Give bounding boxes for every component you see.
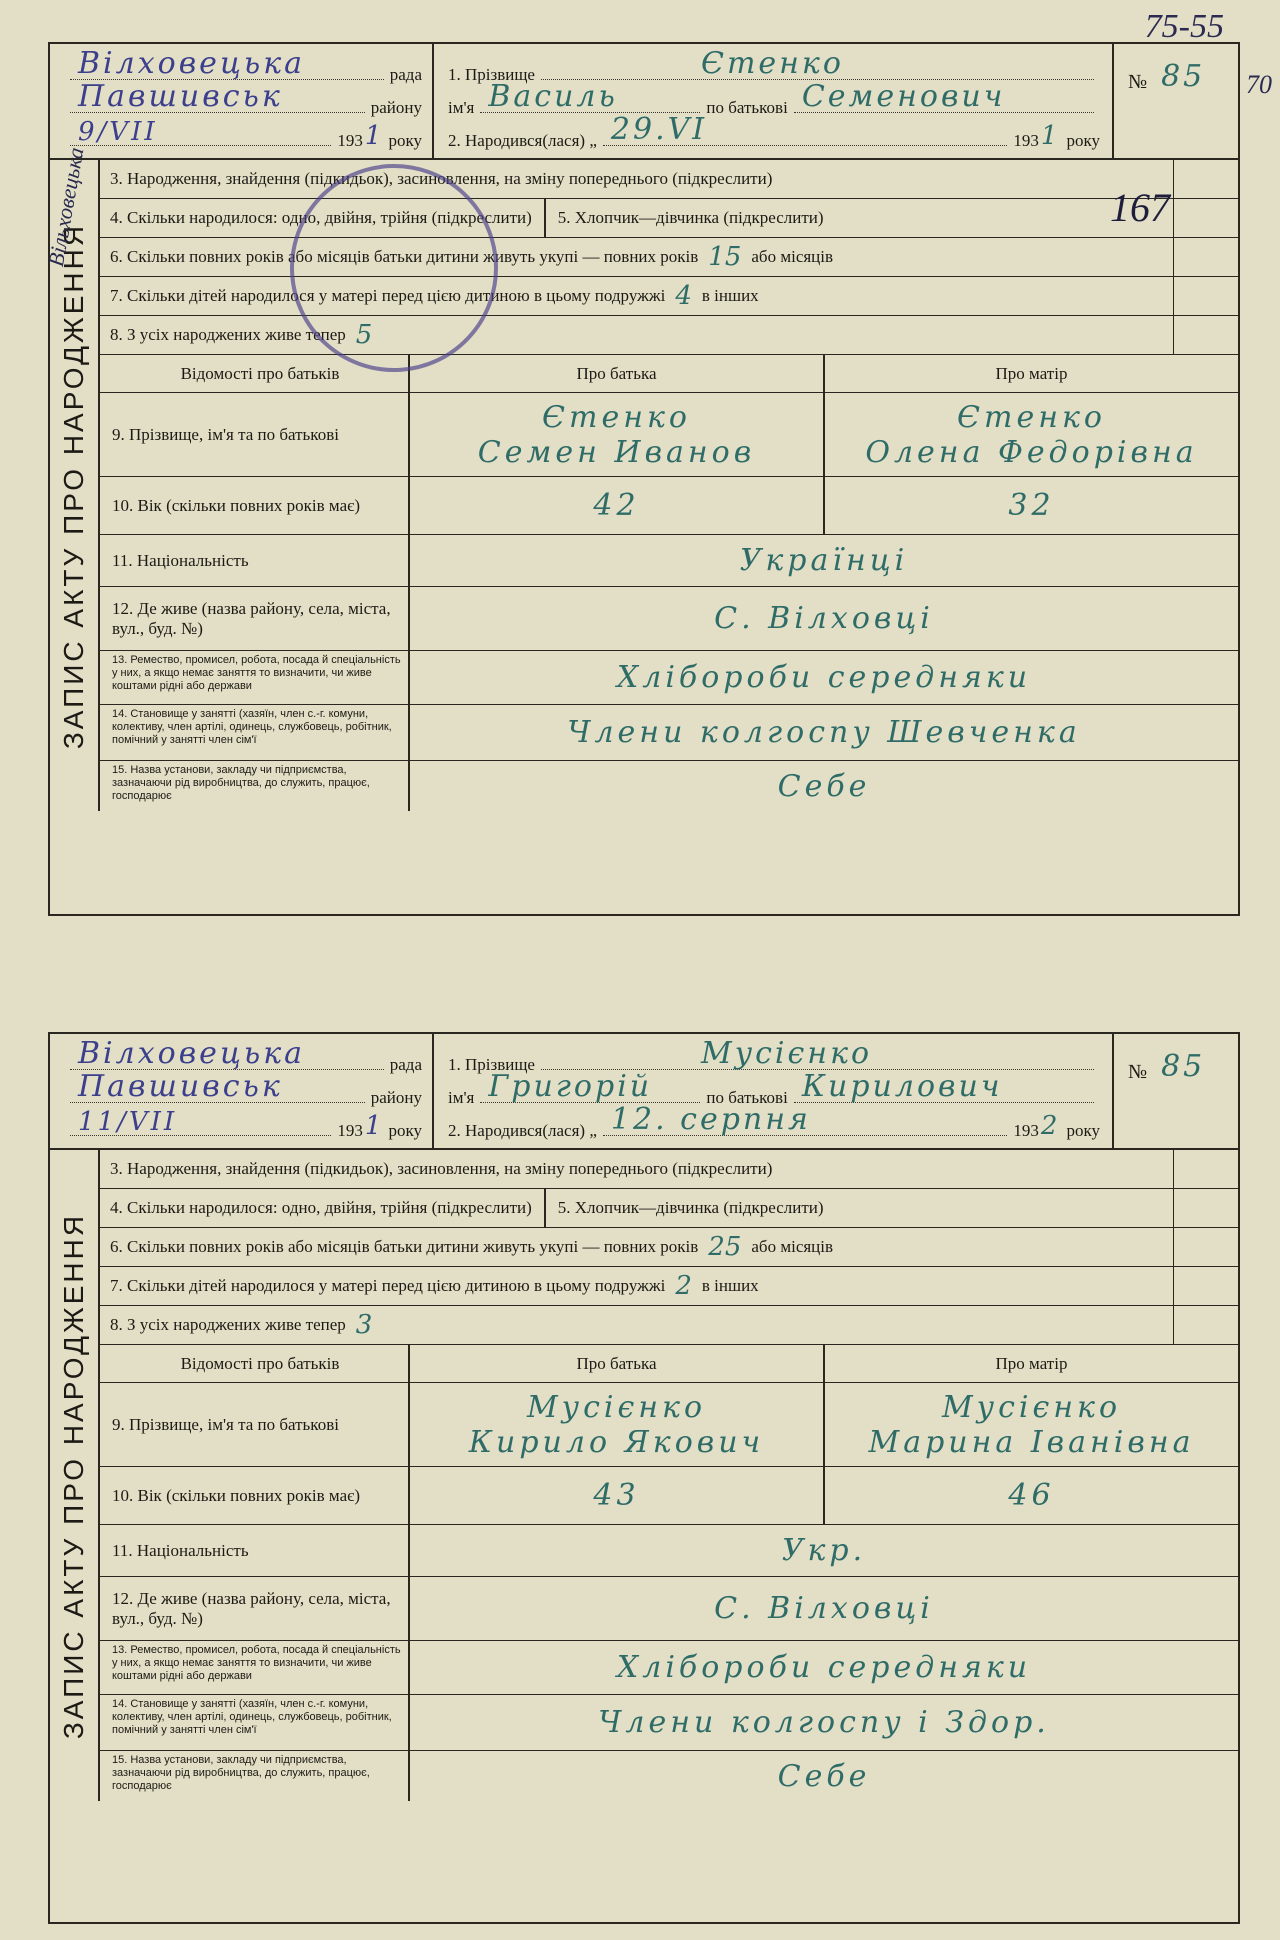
q8-living: 5	[355, 320, 373, 350]
q6-label: 6. Скільки повних років або місяців батьки дитини живуть укупі — повних років	[110, 247, 699, 266]
row-11-label: 11. Національність	[100, 535, 408, 587]
patronymic-label: по батькові	[706, 98, 788, 117]
child-patronymic: Кирилович	[801, 1069, 1003, 1104]
mother-age: 32	[1008, 488, 1055, 523]
q6-label: 6. Скільки повних років або місяців батьки дитини живуть укупі — повних років	[110, 1237, 699, 1256]
row-15-label: 15. Назва установи, закладу чи підприємства, зазначаючи рід виробництва, до служить, працює, господарює	[112, 1754, 370, 1793]
child-surname: Єтенко	[700, 46, 844, 81]
row-13-label: 13. Ремество, промисел, робота, посада й спеціальність у них, а якщо немає заняття то визначити, чи живе коштами рідні або держави	[100, 651, 408, 705]
institution: Себе	[777, 1758, 871, 1794]
address: С. Вілховці	[714, 1591, 934, 1626]
q7-other-label: в інших	[701, 286, 759, 305]
patronymic-label: по батькові	[706, 1088, 788, 1107]
year-digit: 1	[364, 1111, 385, 1141]
occupation: Хлібороби середняки	[616, 1650, 1032, 1685]
q8-label: 8. З усіх народжених живе тепер	[110, 325, 346, 344]
rada-value: Вілховецька	[78, 46, 306, 81]
q5-label: 5. Хлопчик—дівчинка (підкреслити)	[557, 1198, 824, 1217]
q8-living: 3	[355, 1310, 373, 1340]
mother-name: Марина Іванівна	[868, 1424, 1195, 1460]
q5-label: 5. Хлопчик—дівчинка (підкреслити)	[557, 208, 824, 227]
question-8	[100, 1306, 1238, 1345]
father-column	[410, 355, 825, 535]
row-15-label: 15. Назва установи, закладу чи підприємства, зазначаючи рід виробництва, до служить, працює, господарює	[112, 764, 370, 803]
address: С. Вілховці	[714, 601, 934, 636]
rayon-value: Павшивськ	[78, 79, 283, 114]
child-identity-block	[434, 1034, 1114, 1148]
registration-date: 11/VII	[78, 1107, 178, 1137]
occupation: Хлібороби середняки	[616, 660, 1032, 695]
question-7	[100, 1267, 1238, 1306]
parents-row-labels	[100, 1345, 410, 1801]
father-name: Кирило Якович	[468, 1424, 765, 1460]
surname-label: 1. Прізвище	[448, 1055, 535, 1074]
row-12-label: 12. Де живе (назва району, села, міста, вул., буд. №)	[100, 587, 408, 651]
q6-years: 15	[708, 242, 742, 272]
row-9-label: 9. Прізвище, ім'я та по батькові	[100, 393, 408, 477]
position: Члени колгоспу Шевченка	[567, 715, 1081, 750]
row-10-label: 10. Вік (скільки повних років має)	[100, 1467, 408, 1525]
born-year-prefix: 193	[1013, 1121, 1039, 1140]
father-age: 43	[593, 1478, 640, 1513]
mother-header: Про матір	[825, 1345, 1238, 1383]
parents-info-header: Відомості про батьків	[100, 1345, 408, 1383]
parents-values	[410, 355, 1238, 811]
institution: Себе	[777, 768, 871, 804]
question-6	[100, 238, 1238, 277]
year-prefix: 193	[337, 131, 363, 150]
birth-date: 12. серпня	[610, 1102, 811, 1137]
parents-values	[410, 1345, 1238, 1801]
born-year-label: року	[1066, 131, 1100, 150]
row-10-label: 10. Вік (скільки повних років має)	[100, 477, 408, 535]
q4-label: 4. Скільки народилося: одно, двійня, трійня (підкреслити)	[110, 1198, 532, 1217]
year-digit: 1	[364, 121, 385, 151]
rayon-label: району	[370, 1088, 422, 1107]
father-header: Про батька	[410, 355, 823, 393]
side-title: ЗАПИС АКТУ ПРО НАРОДЖЕННЯ	[58, 1212, 89, 1739]
parents-table	[100, 355, 1238, 811]
mother-column	[825, 1345, 1238, 1525]
child-name: Григорій	[488, 1069, 653, 1104]
record-header	[50, 44, 1238, 160]
father-name: Семен Иванов	[477, 434, 756, 470]
record-number: 85	[1161, 59, 1206, 94]
row-13-label: 13. Ремество, промисел, робота, посада й спеціальність у них, а якщо немає заняття то визначити, чи живе коштами рідні або держави	[100, 1641, 408, 1695]
record-content	[100, 1150, 1238, 1801]
q7-children: 2	[675, 1271, 692, 1301]
born-year-prefix: 193	[1013, 131, 1039, 150]
mother-header: Про матір	[825, 355, 1238, 393]
name-label: ім'я	[448, 1088, 475, 1107]
mother-name: Олена Федорівна	[865, 434, 1198, 470]
registry-office-block	[50, 1034, 434, 1148]
side-title: ЗАПИС АКТУ ПРО НАРОДЖЕННЯ	[58, 222, 89, 749]
birth-record-1	[42, 42, 1240, 916]
q6-years: 25	[708, 1232, 742, 1262]
row-14-label: 14. Становище у занятті (хазяїн, член с.-г. комуни, колективу, член артілі, одинець, службовець, робітник, помічний у занятті член сім'ї	[100, 705, 408, 761]
q3-label: 3. Народження, знайдення (підкидьок), засиновлення, на зміну попереднього (підкреслити)	[110, 169, 773, 188]
q3-label: 3. Народження, знайдення (підкидьок), засиновлення, на зміну попереднього (підкреслити)	[110, 1159, 773, 1178]
mother-surname: Єтенко	[957, 399, 1106, 435]
birth-record-2	[48, 1032, 1240, 1924]
position: Члени колгоспу і Здор.	[598, 1705, 1050, 1740]
registration-date: 9/VII	[78, 117, 158, 147]
surname-label: 1. Прізвище	[448, 65, 535, 84]
row-12-label: 12. Де живе (назва району, села, міста, вул., буд. №)	[100, 1577, 408, 1641]
q6-months-label: або місяців	[751, 1237, 834, 1256]
number-label: №	[1128, 1061, 1148, 1083]
father-header: Про батька	[410, 1345, 823, 1383]
born-label: 2. Народився(лася) „	[448, 131, 597, 150]
question-3	[100, 160, 1238, 199]
born-year-digit: 2	[1040, 1111, 1061, 1141]
born-year-label: року	[1066, 1121, 1100, 1140]
mother-column	[825, 355, 1238, 535]
margin-note: Вільховецька	[42, 145, 89, 269]
child-surname: Мусієнко	[700, 1036, 873, 1071]
q7-other-label: в інших	[701, 1276, 759, 1295]
row-11-label: 11. Національність	[100, 1525, 408, 1577]
child-patronymic: Семенович	[801, 79, 1006, 114]
question-8	[100, 316, 1238, 355]
year-label: року	[388, 131, 422, 150]
question-4-5	[100, 199, 1238, 238]
record-content	[100, 160, 1238, 811]
q6-months-label: або місяців	[751, 247, 834, 266]
name-label: ім'я	[448, 98, 475, 117]
record-header	[50, 1034, 1238, 1150]
question-3	[100, 1150, 1238, 1189]
rada-label: рада	[389, 1055, 422, 1074]
father-surname: Єтенко	[542, 399, 691, 435]
stamp-note: 167	[1110, 185, 1170, 230]
father-column	[410, 1345, 825, 1525]
q4-label: 4. Скільки народилося: одно, двійня, трійня (підкреслити)	[110, 208, 532, 227]
parents-row-labels	[100, 355, 410, 811]
side-title-column	[50, 1150, 100, 1801]
rada-value: Вілховецька	[78, 1036, 306, 1071]
record-number-block	[1114, 44, 1238, 158]
record-number-block	[1114, 1034, 1238, 1148]
registry-office-block	[50, 44, 434, 158]
parents-table	[100, 1345, 1238, 1801]
q7-label: 7. Скільки дітей народилося у матері перед цією дитиною в цьому подружжі	[110, 286, 666, 305]
birth-date: 29.VI	[610, 112, 708, 147]
parents-info-header: Відомості про батьків	[100, 355, 408, 393]
q8-label: 8. З усіх народжених живе тепер	[110, 1315, 346, 1334]
row-14-label: 14. Становище у занятті (хазяїн, член с.-г. комуни, колективу, член артілі, одинець, службовець, робітник, помічний у занятті член сім'ї	[100, 1695, 408, 1751]
record-body	[50, 160, 1238, 811]
child-identity-block	[434, 44, 1114, 158]
mother-surname: Мусієнко	[941, 1389, 1122, 1425]
question-4-5	[100, 1189, 1238, 1228]
child-name: Василь	[488, 79, 618, 114]
nationality: Укр.	[781, 1533, 867, 1568]
page-number: 75-55	[1144, 8, 1224, 45]
row-9-label: 9. Прізвище, ім'я та по батькові	[100, 1383, 408, 1467]
number-label: №	[1128, 71, 1148, 93]
record-number: 85	[1161, 1049, 1206, 1084]
mother-age: 46	[1008, 1478, 1055, 1513]
born-year-digit: 1	[1040, 121, 1061, 151]
record-body	[50, 1150, 1238, 1801]
rada-label: рада	[389, 65, 422, 84]
question-7	[100, 277, 1238, 316]
rayon-label: району	[370, 98, 422, 117]
father-age: 42	[593, 488, 640, 523]
rayon-value: Павшивськ	[78, 1069, 283, 1104]
nationality: Українці	[739, 543, 909, 578]
page-number-extra: 70	[1246, 70, 1272, 99]
year-label: року	[388, 1121, 422, 1140]
question-6	[100, 1228, 1238, 1267]
q7-label: 7. Скільки дітей народилося у матері перед цією дитиною в цьому подружжі	[110, 1276, 666, 1295]
q7-children: 4	[675, 281, 692, 311]
born-label: 2. Народився(лася) „	[448, 1121, 597, 1140]
father-surname: Мусієнко	[526, 1389, 707, 1425]
year-prefix: 193	[337, 1121, 363, 1140]
